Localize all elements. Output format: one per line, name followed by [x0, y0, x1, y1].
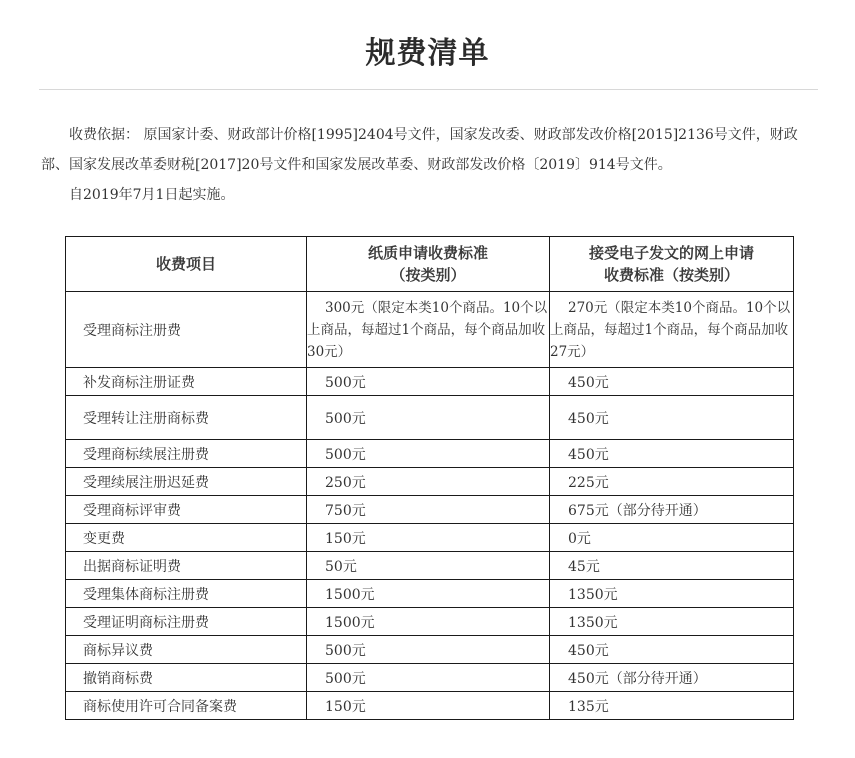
online-fee: 225元: [550, 468, 794, 496]
paper-fee: 500元: [307, 664, 550, 692]
paper-fee: 500元: [307, 440, 550, 468]
header-paper: [307, 237, 550, 292]
header-paper-line1: 纸质申请收费标准: [367, 244, 488, 262]
fee-item: 受理集体商标注册费: [66, 580, 307, 608]
paper-fee: 750元: [307, 496, 550, 524]
online-fee: 1350元: [550, 580, 794, 608]
online-fee: 450元: [550, 396, 794, 440]
table-row: [66, 468, 794, 496]
online-fee: 450元: [550, 636, 794, 664]
online-fee: 450元: [550, 440, 794, 468]
paper-fee: 1500元: [307, 608, 550, 636]
effective-date-text: 自2019年7月1日起实施。: [69, 187, 235, 203]
online-fee: 450元（部分待开通）: [550, 664, 794, 692]
header-online-line2: 收费标准（按类别）: [603, 266, 739, 284]
paper-fee: [307, 292, 550, 368]
table-row: [66, 664, 794, 692]
fee-item: 受理证明商标注册费: [66, 608, 307, 636]
table-row: [66, 440, 794, 468]
fee-basis-text: 收费依据： 原国家计委、财政部计价格[1995]2404号文件，国家发改委、财政部发改价格[2015]2136号文件，财政部、国家发展改革委财税[2017]20号文件和国家发展改革委、财政部发改价格〔2019〕914号文件。: [41, 127, 798, 173]
fee-item: 撤销商标费: [66, 664, 307, 692]
table-row: [66, 292, 794, 368]
table-row: [66, 608, 794, 636]
header-paper-line2: （按类别）: [390, 266, 466, 284]
table-row: [66, 524, 794, 552]
page-title: 规费清单: [365, 36, 490, 71]
header-online-line1: 接受电子发文的网上申请: [588, 244, 754, 262]
paper-fee: 150元: [307, 692, 550, 720]
online-fee: 1350元: [550, 608, 794, 636]
online-fee: 450元: [550, 368, 794, 396]
fee-item: 商标异议费: [66, 636, 307, 664]
title-divider: [39, 89, 818, 90]
paper-fee: 500元: [307, 396, 550, 440]
fee-item: 补发商标注册证费: [66, 368, 307, 396]
online-fee: 45元: [550, 552, 794, 580]
online-fee: 0元: [550, 524, 794, 552]
fee-item: 商标使用许可合同备案费: [66, 692, 307, 720]
paper-fee: 150元: [307, 524, 550, 552]
fee-item: 受理转让注册商标费: [66, 396, 307, 440]
paper-fee-text: 300元（限定本类10个商品。10个以上商品，每超过1个商品，每个商品加收30元）: [307, 299, 548, 360]
table-row: [66, 580, 794, 608]
fee-item: 受理续展注册迟延费: [66, 468, 307, 496]
table-row: [66, 692, 794, 720]
paper-fee: 50元: [307, 552, 550, 580]
paper-fee: 250元: [307, 468, 550, 496]
table-row: [66, 496, 794, 524]
fee-item: 受理商标注册费: [66, 292, 307, 368]
table-header-row: [66, 237, 794, 292]
intro-section: [41, 120, 816, 210]
fee-item: 变更费: [66, 524, 307, 552]
paper-fee: 1500元: [307, 580, 550, 608]
fee-item: 受理商标评审费: [66, 496, 307, 524]
online-fee: [550, 292, 794, 368]
fee-item: 受理商标续展注册费: [66, 440, 307, 468]
fee-item: 出据商标证明费: [66, 552, 307, 580]
paper-fee: 500元: [307, 636, 550, 664]
online-fee-text: 270元（限定本类10个商品。10个以上商品，每超过1个商品，每个商品加收27元）: [550, 299, 791, 360]
header-online: [550, 237, 794, 292]
table-row: [66, 636, 794, 664]
header-item: 收费项目: [66, 237, 307, 292]
table-row: [66, 396, 794, 440]
table-row: [66, 552, 794, 580]
online-fee: 675元（部分待开通）: [550, 496, 794, 524]
fee-table: [65, 236, 794, 720]
table-row: [66, 368, 794, 396]
paper-fee: 500元: [307, 368, 550, 396]
online-fee: 135元: [550, 692, 794, 720]
